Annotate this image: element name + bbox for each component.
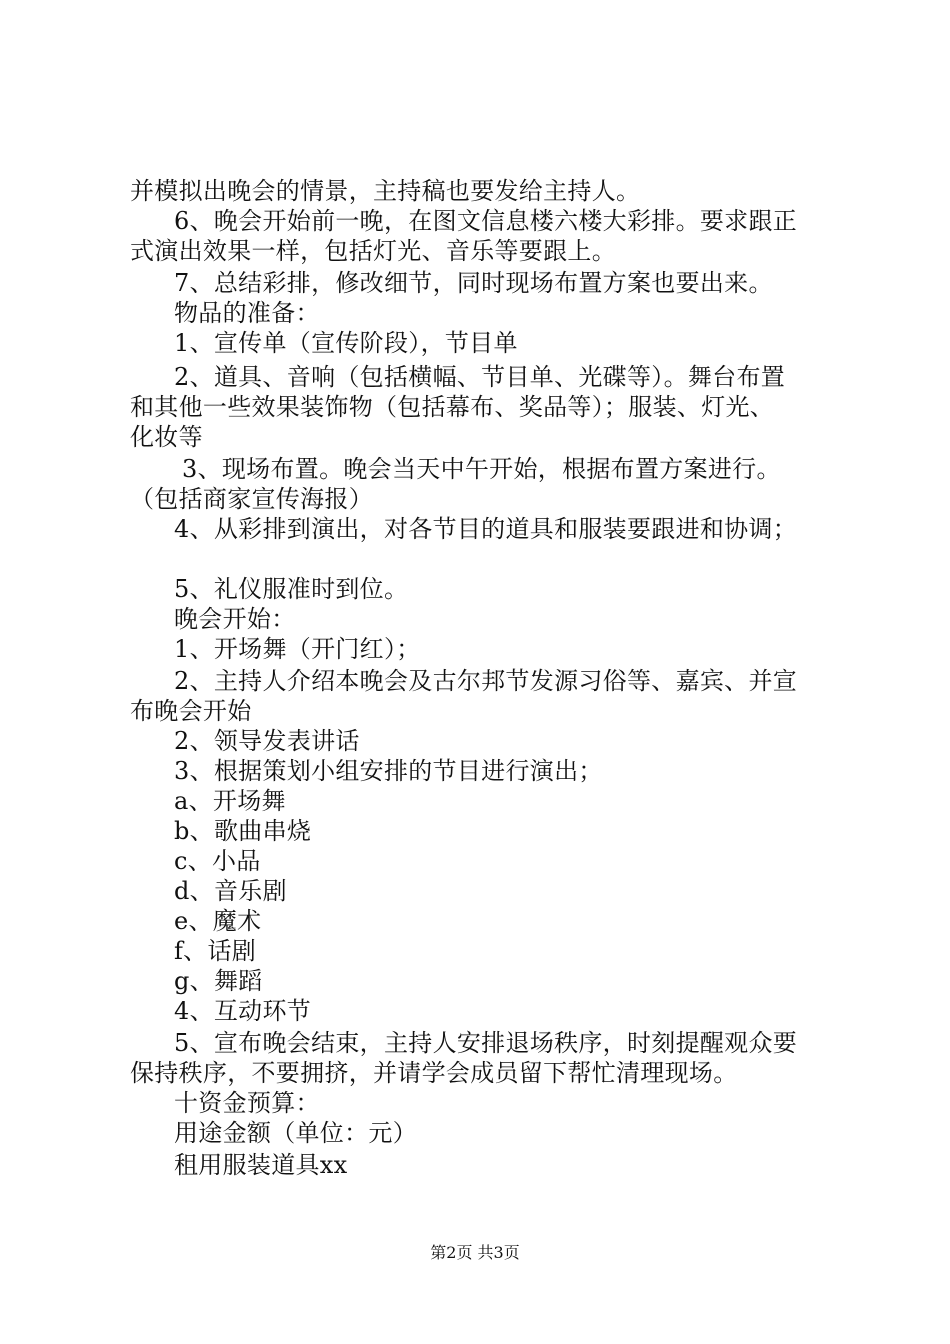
text-line: 2、主持人介绍本晚会及古尔邦节发源习俗等、嘉宾、并宣 [174, 667, 798, 695]
text-line: 和其他一些效果装饰物（包括幕布、奖品等）；服装、灯光、 [130, 393, 775, 421]
text-line: 5、宣布晚会结束，主持人安排退场秩序，时刻提醒观众要 [174, 1029, 798, 1057]
text-line: 化妆等 [130, 423, 203, 451]
list-item: d、音乐剧 [174, 877, 287, 905]
list-item: g、舞蹈 [174, 967, 263, 995]
section-heading: 物品的准备： [174, 299, 320, 327]
list-item: b、歌曲串烧 [174, 817, 312, 845]
text-line: 4、互动环节 [174, 997, 312, 1025]
text-line: 1、开场舞（开门红）； [174, 635, 421, 663]
text-line: 4、从彩排到演出，对各节目的道具和服装要跟进和协调； [174, 515, 798, 543]
text-line: 布晚会开始 [130, 697, 252, 725]
text-line: 6、晚会开始前一晚，在图文信息楼六楼大彩排。要求跟正 [174, 207, 798, 235]
list-item: e、魔术 [174, 907, 262, 935]
text-line: 租用服装道具xx [174, 1151, 348, 1179]
text-line: （包括商家宣传海报） [130, 485, 373, 513]
list-item: f、话剧 [174, 937, 257, 965]
text-line: 式演出效果一样，包括灯光、音乐等要跟上。 [130, 237, 616, 265]
list-item: a、开场舞 [174, 787, 286, 815]
text-line: 并模拟出晚会的情景，主持稿也要发给主持人。 [130, 177, 641, 205]
text-line: 用途金额（单位：元） [174, 1119, 417, 1147]
text-line: 2、领导发表讲话 [174, 727, 360, 755]
text-line: 1、宣传单（宣传阶段），节目单 [174, 329, 518, 357]
text-line: 3、现场布置。晚会当天中午开始，根据布置方案进行。 [182, 455, 781, 483]
text-line: 3、根据策划小组安排的节目进行演出； [174, 757, 603, 785]
text-line: 保持秩序，不要拥挤，并请学会成员留下帮忙清理现场。 [130, 1059, 738, 1087]
section-heading: 晚会开始： [174, 605, 296, 633]
section-heading: 十资金预算： [174, 1089, 320, 1117]
text-line: 2、道具、音响（包括横幅、节目单、光碟等）。舞台布置 [174, 363, 786, 391]
list-item: c、小品 [174, 847, 261, 875]
page-number-footer: 第2页 共3页 [430, 1243, 520, 1262]
text-line: 5、礼仪服准时到位。 [174, 575, 409, 603]
text-line: 7、总结彩排，修改细节，同时现场布置方案也要出来。 [174, 269, 773, 297]
